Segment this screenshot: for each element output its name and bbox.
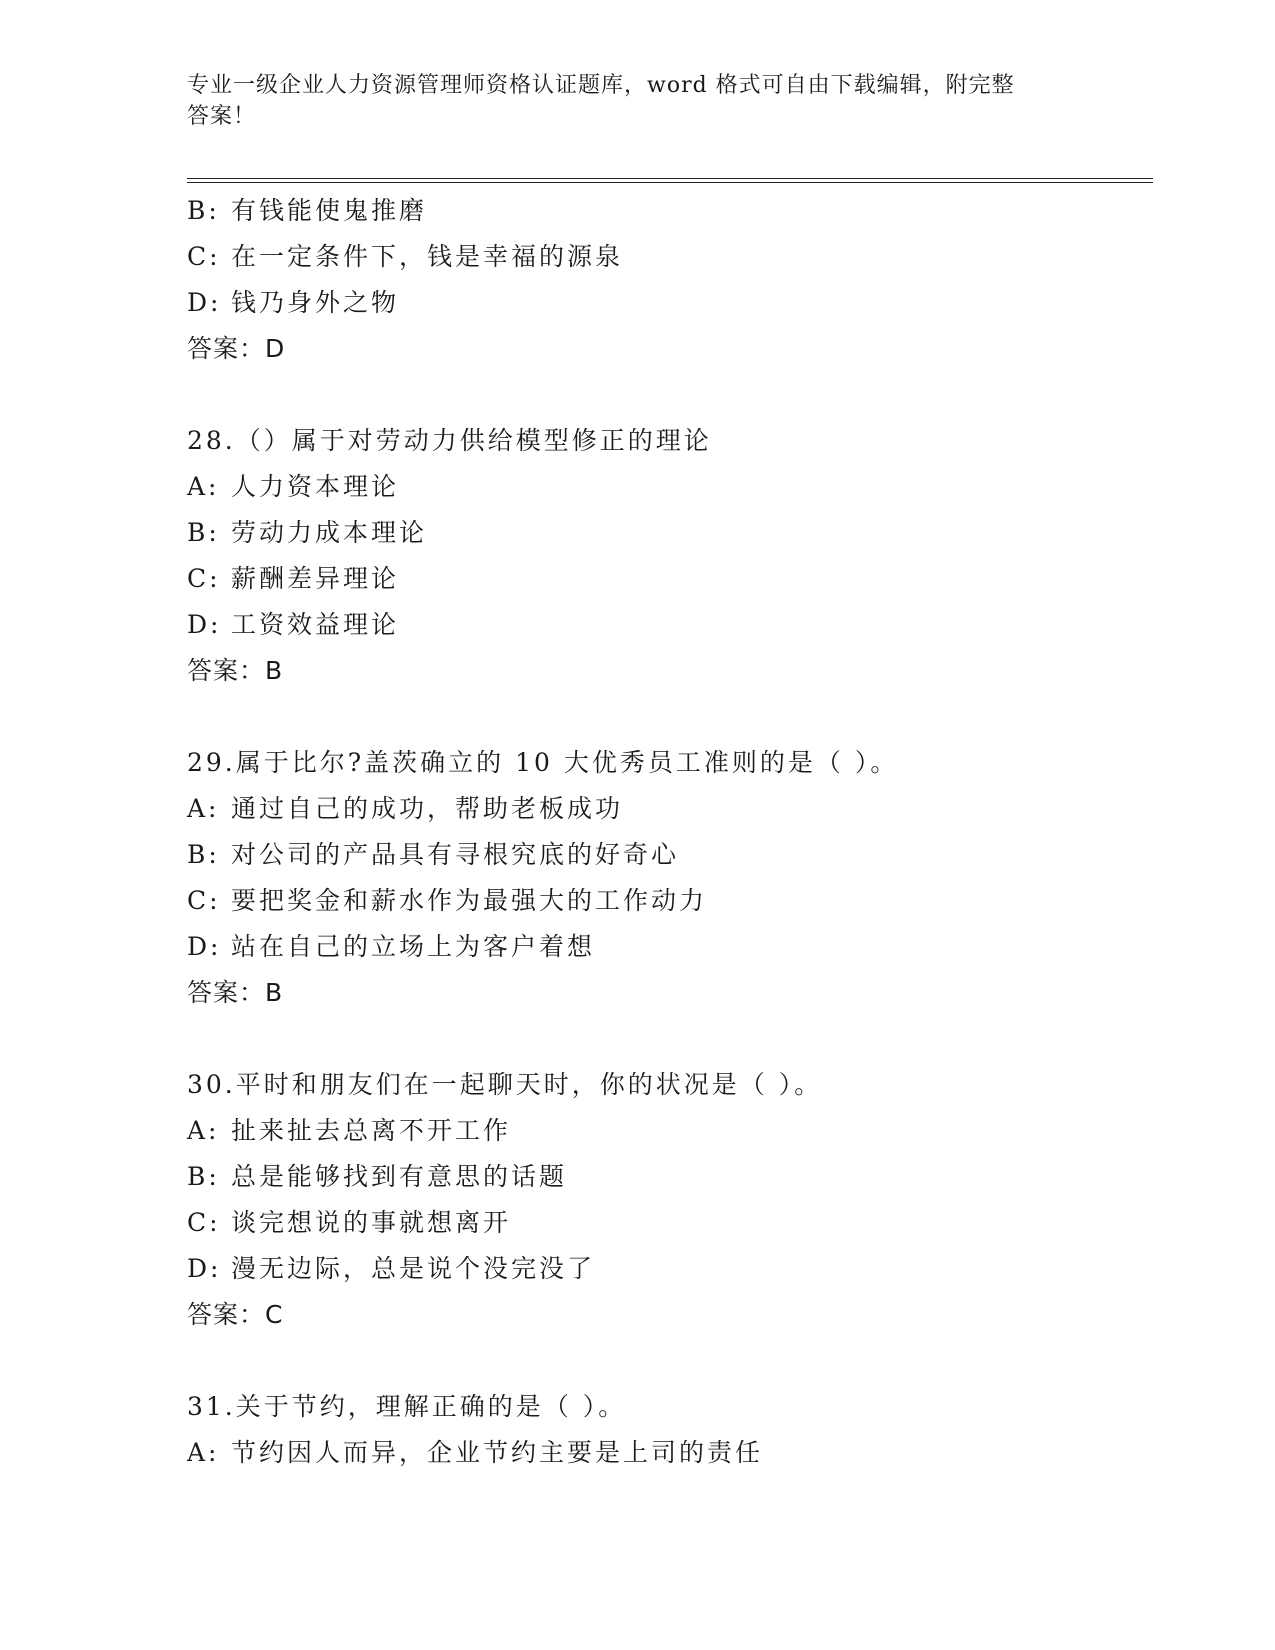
header-rule-top [187, 178, 1153, 179]
spacer [187, 372, 1153, 418]
header-line-1: 专业一级企业人力资源管理师资格认证题库，word 格式可自由下载编辑，附完整 [187, 73, 1015, 98]
spacer [187, 1016, 1153, 1062]
question-28 [187, 418, 1153, 694]
option-letter: C: [187, 886, 221, 915]
option-c [187, 1200, 1153, 1246]
question-list [187, 188, 1153, 1476]
option-letter: A: [187, 794, 220, 823]
option-d [187, 1246, 1153, 1292]
option-letter: A: [187, 1116, 220, 1145]
page-header [187, 70, 1067, 132]
option-b [187, 188, 1153, 234]
option-a [187, 464, 1153, 510]
option-text: 谈完想说的事就想离开 [231, 1208, 512, 1237]
option-text: 漫无边际，总是说个没完没了 [231, 1254, 596, 1283]
option-letter: A: [187, 1438, 220, 1467]
spacer [187, 694, 1153, 740]
option-d [187, 602, 1153, 648]
option-text: 总是能够找到有意思的话题 [231, 1162, 568, 1191]
header-rule-bottom [187, 182, 1153, 183]
option-letter: B: [187, 196, 220, 225]
option-text: 扯来扯去总离不开工作 [231, 1116, 512, 1145]
option-b [187, 1154, 1153, 1200]
option-text: 节约因人而异，企业节约主要是上司的责任 [231, 1438, 764, 1467]
option-letter: D: [187, 1254, 222, 1283]
option-text: 站在自己的立场上为客户着想 [231, 932, 596, 961]
option-letter: D: [187, 932, 222, 961]
option-letter: B: [187, 1162, 220, 1191]
option-text: 钱乃身外之物 [231, 288, 400, 317]
answer-line: 答案：B [187, 978, 284, 1007]
header-line-2: 答案！ [187, 104, 257, 129]
option-text: 劳动力成本理论 [231, 518, 428, 547]
option-text: 工资效益理论 [231, 610, 400, 639]
option-c [187, 878, 1153, 924]
option-c [187, 556, 1153, 602]
answer-line: 答案：C [187, 1300, 284, 1329]
option-a [187, 1430, 1153, 1476]
option-d [187, 280, 1153, 326]
question-27-continued [187, 188, 1153, 372]
option-letter: C: [187, 1208, 221, 1237]
option-text: 在一定条件下，钱是幸福的源泉 [231, 242, 624, 271]
question-text: 30.平时和朋友们在一起聊天时，你的状况是（ ）。 [187, 1070, 823, 1099]
option-a [187, 786, 1153, 832]
option-a [187, 1108, 1153, 1154]
option-letter: C: [187, 242, 221, 271]
question-29 [187, 740, 1153, 1016]
spacer [187, 1338, 1153, 1384]
option-text: 要把奖金和薪水作为最强大的工作动力 [231, 886, 708, 915]
option-text: 通过自己的成功，帮助老板成功 [231, 794, 624, 823]
option-letter: D: [187, 288, 222, 317]
option-text: 薪酬差异理论 [231, 564, 400, 593]
option-text: 有钱能使鬼推磨 [231, 196, 428, 225]
option-b [187, 510, 1153, 556]
option-text: 对公司的产品具有寻根究底的好奇心 [231, 840, 680, 869]
option-b [187, 832, 1153, 878]
option-letter: B: [187, 518, 220, 547]
question-30 [187, 1062, 1153, 1338]
answer-line: 答案：B [187, 656, 284, 685]
question-31 [187, 1384, 1153, 1476]
question-text: 29.属于比尔?盖茨确立的 10 大优秀员工准则的是（ ）。 [187, 748, 899, 777]
option-letter: A: [187, 472, 220, 501]
option-letter: B: [187, 840, 220, 869]
option-d [187, 924, 1153, 970]
option-c [187, 234, 1153, 280]
option-letter: C: [187, 564, 221, 593]
answer-line: 答案：D [187, 334, 286, 363]
option-text: 人力资本理论 [231, 472, 400, 501]
question-text: 31.关于节约，理解正确的是（ ）。 [187, 1392, 627, 1421]
option-letter: D: [187, 610, 222, 639]
question-text: 28.（）属于对劳动力供给模型修正的理论 [187, 426, 712, 455]
